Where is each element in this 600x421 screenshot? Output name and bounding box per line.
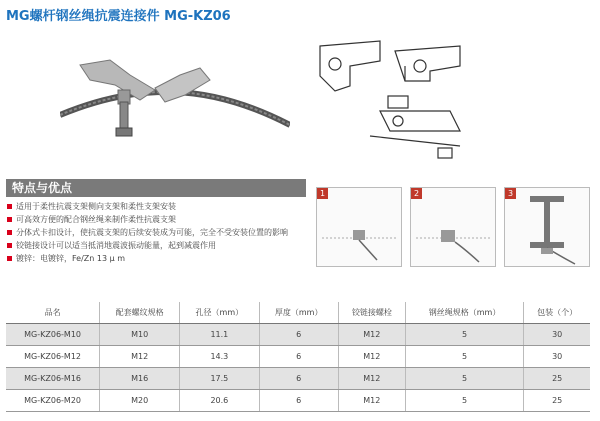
feature-item: 镀锌：电镀锌，Fe/Zn 13 μ m	[6, 253, 306, 264]
table-cell: 5	[405, 368, 524, 390]
step-panel-2	[410, 187, 496, 267]
table-cell: 6	[259, 390, 338, 412]
table-cell: 30	[524, 324, 590, 346]
table-cell: 6	[259, 324, 338, 346]
features-list	[6, 201, 306, 266]
table-cell: 5	[405, 324, 524, 346]
table-cell: M12	[338, 390, 405, 412]
bullet-icon	[7, 217, 12, 222]
table-cell: MG-KZ06-M12	[6, 346, 100, 368]
step-illustration	[505, 188, 589, 266]
table-cell: 11.1	[180, 324, 259, 346]
step-panel-3	[504, 187, 590, 267]
technical-drawing	[310, 36, 470, 171]
step-panel-1	[316, 187, 402, 267]
table-cell: M12	[338, 324, 405, 346]
table-cell: M12	[338, 346, 405, 368]
feature-item: 分体式卡扣设计，使抗震支架的后续安装成为可能，完全不受安装位置的影响	[6, 227, 306, 238]
column-header: 铰链接螺栓	[338, 302, 405, 324]
column-header: 厚度（mm）	[259, 302, 338, 324]
table-cell: MG-KZ06-M16	[6, 368, 100, 390]
table-cell: M12	[100, 346, 180, 368]
step-number: 2	[411, 188, 422, 199]
column-header: 钢丝绳规格（mm）	[405, 302, 524, 324]
table-cell: 30	[524, 346, 590, 368]
column-header: 包装（个）	[524, 302, 590, 324]
table-cell: MG-KZ06-M10	[6, 324, 100, 346]
bullet-icon	[7, 230, 12, 235]
table-row	[6, 390, 590, 412]
feature-item: 适用于柔性抗震支架侧向支架和柔性支架安装	[6, 201, 306, 212]
bullet-icon	[7, 243, 12, 248]
column-header: 孔径（mm）	[180, 302, 259, 324]
bullet-icon	[7, 256, 12, 261]
table-cell: M20	[100, 390, 180, 412]
feature-item: 铰链接设计可以适当抵消地震波振动能量，起到减震作用	[6, 240, 306, 251]
step-illustration	[317, 188, 401, 266]
step-illustration	[411, 188, 495, 266]
table-cell: 20.6	[180, 390, 259, 412]
table-cell: 25	[524, 390, 590, 412]
table-cell: 6	[259, 346, 338, 368]
table-row	[6, 324, 590, 346]
page-title: MG螺杆钢丝绳抗震连接件 MG-KZ06	[6, 9, 231, 24]
product-photo	[60, 40, 290, 160]
table-cell: 5	[405, 346, 524, 368]
table-header-row	[6, 302, 590, 324]
column-header: 品名	[6, 302, 100, 324]
table-row	[6, 368, 590, 390]
feature-item: 可高效方便的配合钢丝绳来制作柔性抗震支架	[6, 214, 306, 225]
table-cell: 25	[524, 368, 590, 390]
table-cell: M16	[100, 368, 180, 390]
spec-table	[6, 302, 590, 412]
features-heading: 特点与优点	[6, 179, 306, 197]
table-cell: MG-KZ06-M20	[6, 390, 100, 412]
table-row	[6, 346, 590, 368]
table-cell: M10	[100, 324, 180, 346]
table-cell: 14.3	[180, 346, 259, 368]
column-header: 配套螺纹规格	[100, 302, 180, 324]
bullet-icon	[7, 204, 12, 209]
step-number: 3	[505, 188, 516, 199]
table-cell: M12	[338, 368, 405, 390]
table-cell: 5	[405, 390, 524, 412]
table-cell: 6	[259, 368, 338, 390]
table-cell: 17.5	[180, 368, 259, 390]
step-number: 1	[317, 188, 328, 199]
